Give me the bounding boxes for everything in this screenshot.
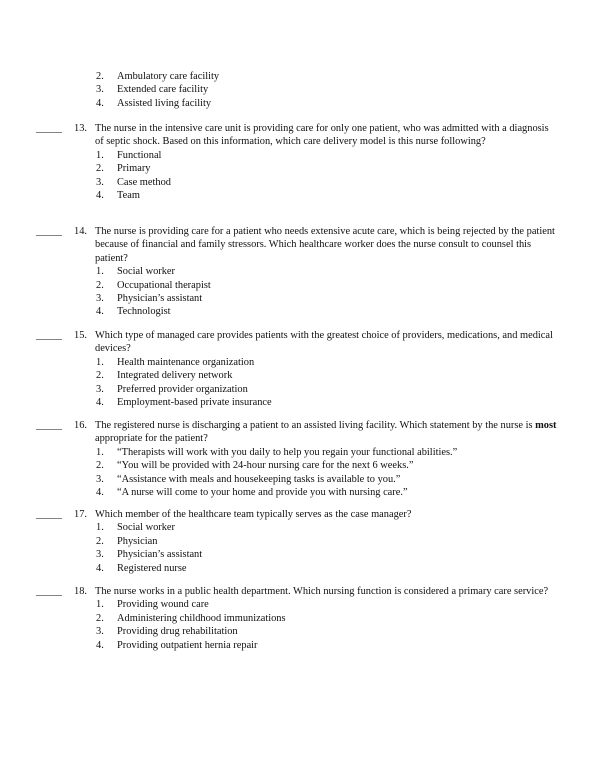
question-17 (36, 508, 558, 575)
option-text: Health maintenance organization (117, 356, 255, 368)
option-text: Functional (117, 149, 162, 161)
option (96, 176, 558, 189)
question-stem (95, 419, 558, 446)
option (96, 396, 558, 409)
option-text: Physician’s assistant (117, 293, 203, 305)
option-number: 2. (96, 370, 104, 382)
option-text: Team (117, 190, 140, 202)
question-15 (36, 329, 558, 409)
option (96, 459, 558, 472)
option (96, 149, 558, 162)
option-number: 1. (96, 266, 104, 278)
question-number: 15. (74, 330, 87, 341)
option-number: 1. (96, 149, 104, 161)
option-number: 1. (96, 356, 104, 368)
question-number: 13. (74, 123, 87, 134)
option-text: Providing outpatient hernia repair (117, 639, 258, 651)
question-16 (36, 419, 558, 499)
answer-blank[interactable]: _____ (36, 226, 62, 237)
option (96, 446, 558, 459)
option (96, 548, 558, 561)
option-text: Ambulatory care facility (117, 71, 220, 82)
option-text: Case method (117, 176, 171, 188)
option-text: “Therapists will work with you daily to help you regain your functional abilities.” (117, 446, 458, 458)
option-text: Administering childhood immunizations (117, 612, 286, 624)
option (96, 535, 558, 548)
option-list (96, 265, 558, 319)
option (96, 369, 558, 382)
option (96, 562, 558, 575)
option-number: 3. (96, 549, 104, 561)
option (96, 305, 558, 318)
option (96, 189, 558, 202)
option-number: 1. (96, 522, 104, 534)
option (96, 486, 558, 499)
question-number: 18. (74, 586, 87, 597)
option-number: 3. (96, 626, 104, 638)
option (96, 83, 219, 96)
option-list (96, 446, 558, 500)
option (96, 639, 558, 652)
option (96, 97, 219, 110)
option-number: 3. (96, 473, 104, 485)
stem-emphasis: most (535, 420, 557, 431)
option (96, 356, 558, 369)
option-text: Providing wound care (117, 599, 209, 611)
option-number: 2. (96, 612, 104, 624)
option-number: 2. (96, 71, 104, 82)
option-text: Physician (117, 535, 158, 547)
stem-text: appropriate for the patient? (95, 433, 208, 445)
question-stem: Which member of the healthcare team typically serves as the case manager? (95, 509, 412, 520)
option (96, 625, 558, 638)
option (96, 521, 558, 534)
option-text: Social worker (117, 522, 175, 534)
option-number: 4. (96, 562, 104, 574)
option-text: Technologist (117, 306, 171, 318)
option-number: 4. (96, 306, 104, 318)
option-text: Physician’s assistant (117, 549, 203, 561)
option-number: 2. (96, 279, 104, 291)
option-number: 2. (96, 460, 104, 472)
continued-options (96, 70, 219, 110)
option-text: Preferred provider organization (117, 383, 248, 395)
question-13 (36, 122, 558, 202)
answer-blank[interactable]: _____ (36, 420, 62, 431)
question-stem: The nurse in the intensive care unit is providing care for only one patient, who was admitted with a diagnosis of septic shock. Based on this information, which care delivery model is this nurse following? (95, 123, 549, 148)
option-text: “Assistance with meals and housekeeping tasks is available to you.” (117, 473, 401, 485)
question-stem: The nurse works in a public health department. Which nursing function is considered a primary care service? (95, 586, 549, 597)
option-text: Employment-based private insurance (117, 397, 272, 409)
answer-blank[interactable]: _____ (36, 586, 62, 597)
option-number: 1. (96, 446, 104, 458)
option-number: 4. (96, 397, 104, 409)
option-text: Registered nurse (117, 562, 187, 574)
answer-blank[interactable]: _____ (36, 330, 62, 341)
option-text: Integrated delivery network (117, 370, 233, 382)
question-number: 14. (74, 226, 87, 237)
question-14 (36, 225, 558, 319)
option (96, 70, 219, 83)
option-list (96, 149, 558, 203)
option-number: 3. (96, 383, 104, 395)
question-number: 17. (74, 509, 87, 520)
option-text: Occupational therapist (117, 279, 211, 291)
option-number: 2. (96, 163, 104, 175)
option-number: 2. (96, 535, 104, 547)
option (96, 292, 558, 305)
option-number: 3. (96, 293, 104, 305)
option-number: 3. (96, 84, 104, 96)
question-stem: Which type of managed care provides patients with the greatest choice of providers, medications, and medical devices? (95, 330, 553, 355)
option (96, 162, 558, 175)
option-list (96, 356, 558, 410)
option-number: 3. (96, 176, 104, 188)
option-text: Primary (117, 163, 151, 175)
stem-text: The registered nurse is discharging a patient to an assisted living facility. Which statement by the nurse is (95, 420, 536, 431)
option-text: Extended care facility (117, 84, 209, 96)
question-stem: The nurse is providing care for a patient who needs extensive acute care, which is being rejected by the patient because of financial and family stressors. Which healthcare worker does the nurse consult to counsel this patient? (95, 226, 555, 264)
option-number: 4. (96, 639, 104, 651)
option-text: Social worker (117, 266, 175, 278)
option-text: “A nurse will come to your home and provide you with nursing care.” (117, 487, 408, 499)
option (96, 473, 558, 486)
option-text: Providing drug rehabilitation (117, 626, 238, 638)
option-number: 1. (96, 599, 104, 611)
option (96, 598, 558, 611)
option (96, 383, 558, 396)
option-number: 4. (96, 487, 104, 499)
question-number: 16. (74, 420, 87, 431)
option-number: 4. (96, 190, 104, 202)
option-number: 4. (96, 97, 104, 109)
option (96, 265, 558, 278)
answer-blank[interactable]: _____ (36, 123, 62, 134)
answer-blank[interactable]: _____ (36, 509, 62, 520)
option-text: Assisted living facility (117, 97, 212, 109)
option-list (96, 521, 558, 575)
question-18 (36, 585, 558, 652)
option (96, 612, 558, 625)
option-text: “You will be provided with 24-hour nursing care for the next 6 weeks.” (117, 460, 414, 472)
option (96, 279, 558, 292)
option-list (96, 598, 558, 652)
